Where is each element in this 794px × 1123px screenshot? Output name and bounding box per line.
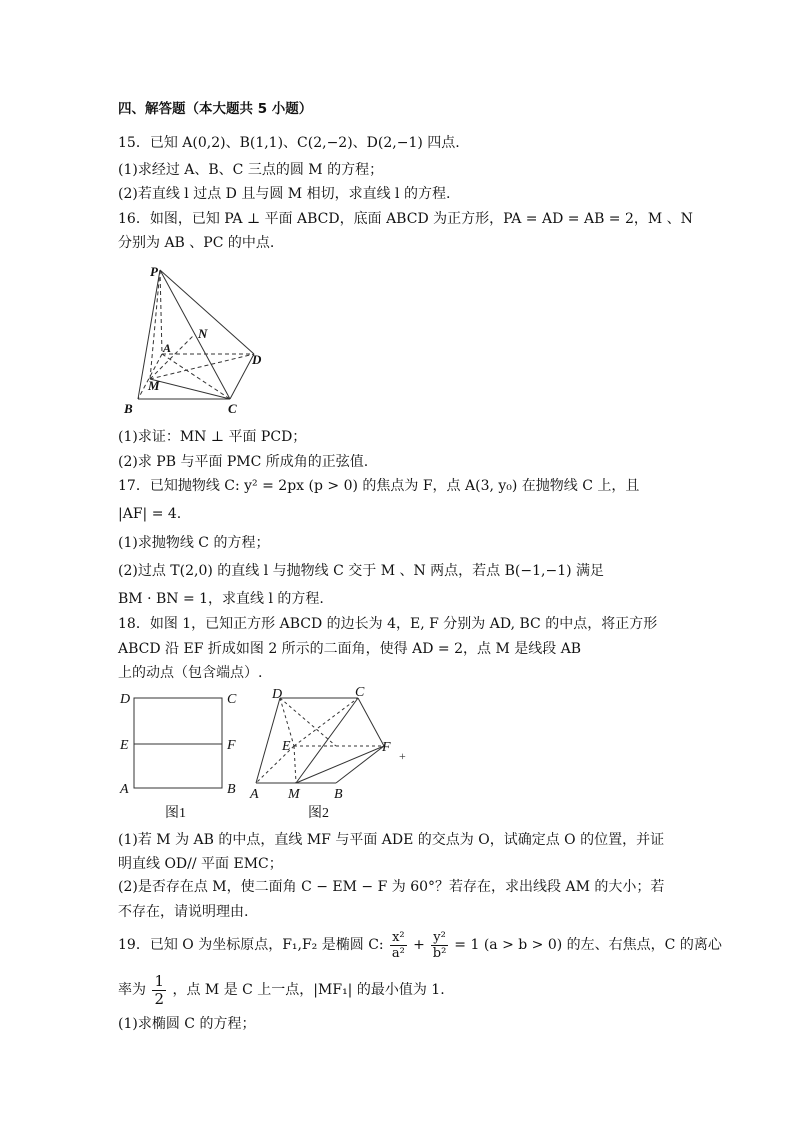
square-fold-figures [118, 686, 418, 826]
q16-part2: (2)求 PB 与平面 PMC 所成角的正弦值. [118, 454, 369, 470]
fig2-label-F: F [382, 740, 391, 755]
q19-rate-suffix: ，点 M 是 C 上一点，|MF₁| 的最小值为 1. [172, 982, 445, 998]
fig1-label-C: C [227, 692, 237, 707]
fig1-caption: 图1 [165, 806, 186, 821]
label-M: M [148, 378, 160, 393]
fig2-label-B: B [334, 787, 343, 802]
q16-stem-line2: 分别为 AB 、PC 的中点. [118, 235, 275, 251]
fig2-label-C: C [355, 686, 365, 700]
q18-part1-line1: (1)若 M 为 AB 的中点，直线 MF 与平面 ADE 的交点为 O，试确定点 O 的位置，并证 [118, 832, 665, 848]
label-P: P [150, 264, 158, 279]
q17-part2-line1: (2)过点 T(2,0) 的直线 l 与抛物线 C 交于 M 、N 两点，若点 B(−1,−1) 满足 [118, 563, 605, 579]
fig1-label-F: F [227, 738, 236, 753]
fig1-label-A: A [120, 782, 129, 797]
q19-stem-line1 [118, 928, 722, 962]
pyramid-figure [118, 262, 278, 421]
q16-stem-line1: 16．如图，已知 PA ⊥ 平面 ABCD，底面 ABCD 为正方形，PA = AD = AB = 2，M 、N [118, 211, 693, 227]
q18-stem-line3: 上的动点（包含端点）. [118, 665, 263, 681]
q15-part1: (1)求经过 A、B、C 三点的圆 M 的方程； [118, 162, 384, 178]
q18-part2-line1: (2)是否存在点 M，使二面角 C − EM − F 为 60°？若存在，求出线段 AM 的大小；若 [118, 879, 665, 895]
y-squared-fraction: $\frac{\text{y²}}{\text{b²}}$ [432, 929, 447, 961]
q17-stem-line2: |AF| = 4. [118, 506, 182, 522]
fig2-caption: 图2 [308, 806, 329, 821]
fold-diagrams [118, 686, 418, 822]
q16-part1: (1)求证：MN ⊥ 平面 PCD； [118, 429, 307, 445]
q18-stem-line2: ABCD 沿 EF 折成如图 2 所示的二面角，使得 AD = 2，点 M 是线段 AB [118, 641, 582, 657]
q19-stem-line2 [118, 972, 445, 1008]
q18-part1-line2: 明直线 OD// 平面 EMC； [118, 856, 283, 872]
q17-stem-line1: 17．已知抛物线 C: y² = 2px (p > 0) 的焦点为 F，点 A(3, y₀) 在抛物线 C 上，且 [118, 478, 640, 494]
fig2-plus-mark: + [399, 749, 406, 763]
label-A: A [163, 341, 172, 355]
label-B: B [124, 401, 133, 416]
q18-part2-line2: 不存在，请说明理由. [118, 904, 249, 920]
fig1-label-E: E [120, 738, 129, 753]
q18-stem-line1: 18．如图 1，已知正方形 ABCD 的边长为 4，E, F 分别为 AD, BC 的中点，将正方形 [118, 616, 658, 632]
x-squared-fraction: $\frac{\text{x²}}{\text{a²}}$ [391, 929, 405, 961]
label-C: C [228, 401, 237, 416]
eq-plus: + [413, 937, 425, 953]
one-half-fraction: $\frac{1}{2}$ [154, 971, 164, 1008]
q17-part2-line2: BM · BN = 1，求直线 l 的方程. [118, 591, 324, 607]
section-title: 四、解答题（本大题共 5 小题） [118, 101, 313, 117]
fig1-label-B: B [227, 782, 236, 797]
q17-part1: (1)求抛物线 C 的方程； [118, 535, 270, 551]
fig2-label-D: D [272, 687, 283, 702]
fig2-label-A: A [250, 787, 259, 802]
fig2-label-E: E [282, 739, 291, 754]
q19-stem-suffix: = 1 (a > b > 0) 的左、右焦点，C 的离心 [454, 937, 722, 953]
fig1-label-D: D [120, 692, 131, 707]
q19-rate-prefix: 率为 [118, 982, 146, 998]
q15-stem: 15．已知 A(0,2)、B(1,1)、C(2,−2)、D(2,−1) 四点. [118, 135, 460, 151]
fig2-label-M: M [288, 787, 300, 802]
q15-part2: (2)若直线 l 过点 D 且与圆 M 相切，求直线 l 的方程. [118, 186, 451, 202]
label-N: N [198, 326, 208, 341]
pyramid-diagram [118, 262, 278, 417]
label-D: D [252, 352, 262, 367]
q19-part1: (1)求椭圆 C 的方程； [118, 1016, 256, 1032]
q19-stem-prefix: 19．已知 O 为坐标原点，F₁,F₂ 是椭圆 C: [118, 937, 384, 953]
